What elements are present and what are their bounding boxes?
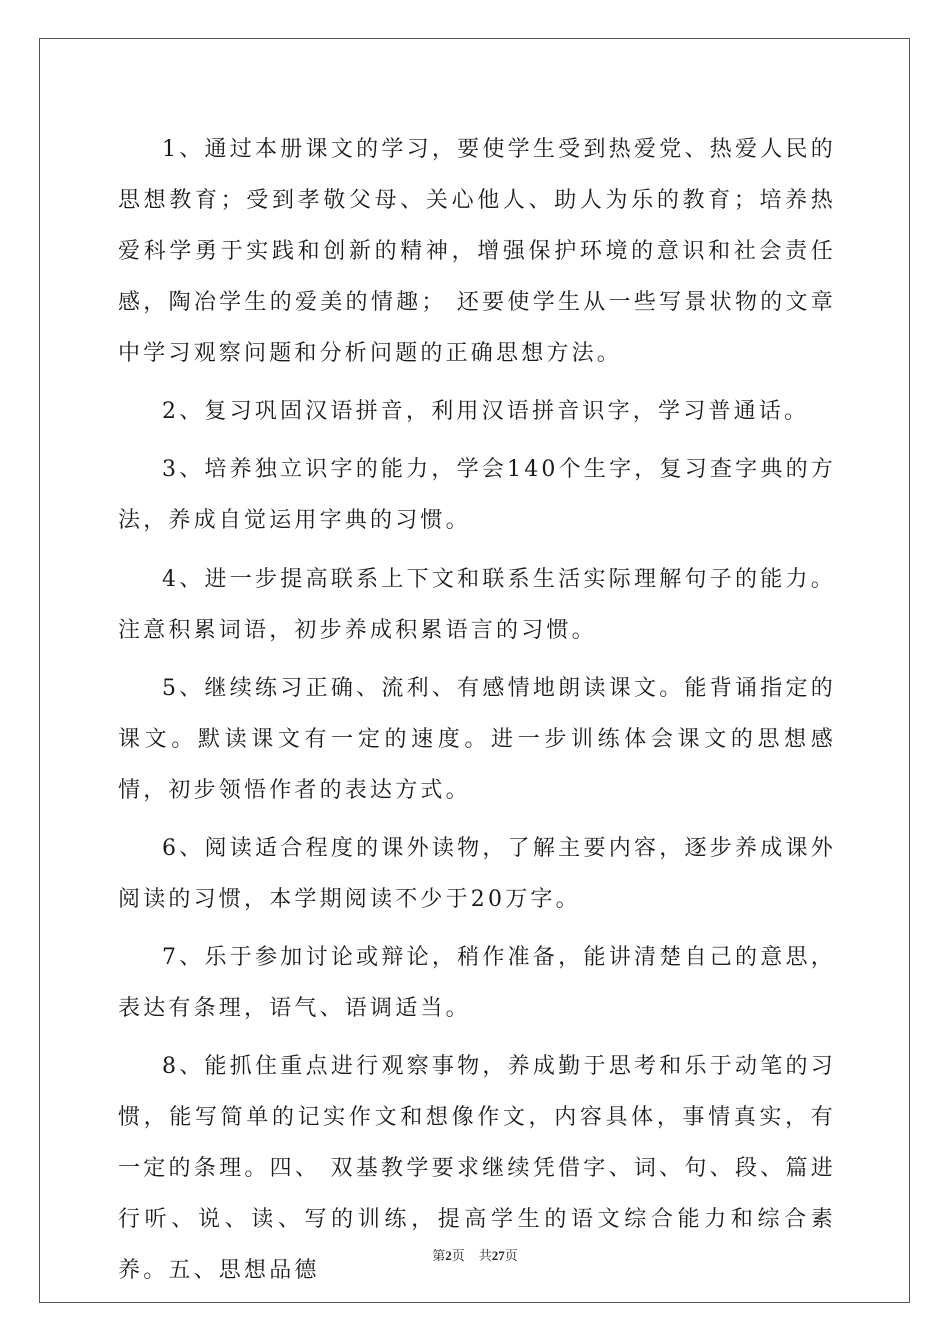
paragraph-4: 4、进一步提高联系上下文和联系生活实际理解句子的能力。 注意积累词语，初步养成积累语言的习惯。 (118, 566, 836, 643)
paragraph-2: 2、复习巩固汉语拼音，利用汉语拼音识字，学习普通话。 (162, 399, 810, 425)
page-prefix: 第 (432, 1249, 446, 1264)
page-footer (0, 1247, 950, 1266)
paragraph-8: 8、能抓住重点进行观察事物，养成勤于思考和乐于动笔的习惯，能写简单的记实作文和想像作文，内容具体，事情真实，有一定的条理。四、 双基教学要求继续凭借字、词、句、段、篇进行听、说、读、写的训练，提高学生的语文综合能力和综合素养。五、思想品德 (118, 1054, 836, 1284)
total-suffix: 页 (504, 1249, 518, 1264)
paragraph-3: 3、培养独立识字的能力，学会140个生字，复习查字典的方法，养成自觉运用字典的习惯。 (118, 457, 836, 534)
total-pages-indicator (479, 1249, 518, 1264)
paragraph-5: 5、继续练习正确、流利、有感情地朗读课文。能背诵指定的课文。默读课文有一定的速度。进一步训练体会课文的思想感情，初步领悟作者的表达方式。 (118, 675, 836, 803)
page-suffix: 页 (451, 1249, 465, 1264)
total-prefix: 共 (478, 1249, 492, 1264)
page-indicator (432, 1249, 465, 1264)
document-body (118, 124, 836, 1304)
total-pages: 27 (491, 1248, 505, 1263)
paragraph-1: 1、通过本册课文的学习，要使学生受到热爱党、热爱人民的思想教育；受到孝敬父母、关心他人、助人为乐的教育；培养热爱科学勇于实践和创新的精神，增强保护环境的意识和社会责任感，陶冶学生的爱美的情趣； 还要使学生从一些写景状物的文章中学习观察问题和分析问题的正确思想方法。 (118, 137, 836, 366)
page-number: 2 (445, 1248, 452, 1263)
paragraph-7: 7、乐于参加讨论或辩论，稍作准备，能讲清楚自己的意思，表达有条理，语气、语调适当。 (118, 945, 836, 1022)
paragraph-6: 6、阅读适合程度的课外读物，了解主要内容，逐步养成课外阅读的习惯，本学期阅读不少于20万字。 (118, 835, 836, 912)
